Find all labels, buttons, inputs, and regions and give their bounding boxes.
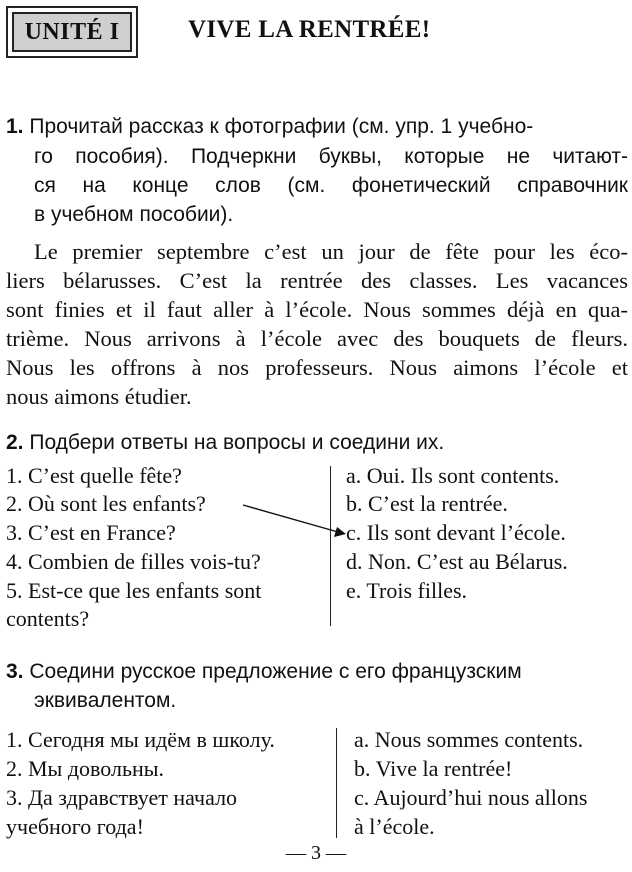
- exercise2-answer-a: a. Oui. Ils sont contents.: [346, 463, 560, 488]
- exercise1-text-line-2: liers bélarusses. C’est la rentrée des classes. Les vacances: [6, 268, 628, 293]
- exercise2-question-3: 3. C’est en France?: [6, 520, 176, 545]
- exercise1-text-line-4: trième. Nous arrivons à l’école avec des bouquets de fleurs.: [6, 326, 628, 351]
- exercise3-instruction-text-1: Соедини русское предложение с его французским: [29, 660, 522, 683]
- exercise2-question-1: 1. C’est quelle fête?: [6, 463, 182, 488]
- exercise1-text-line-5: Nous les offrons à nos professeurs. Nous aimons l’école et: [6, 355, 628, 380]
- exercise3-instruction-line-1: [6, 657, 628, 687]
- exercise3-left-item-3-continued: учебного года!: [6, 814, 144, 839]
- exercise1-text-line-3: sont finies et il faut aller à l’école. Nous sommes déjà en qua-: [6, 297, 628, 322]
- lesson-title: VIVE LA RENTRÉE!: [188, 16, 431, 43]
- exercise3-column-divider: [336, 728, 337, 838]
- exercise1-instruction-text-1: Прочитай рассказ к фотографии (см. упр. 1 учебно-: [29, 115, 534, 138]
- exercise2-instruction-text: Подбери ответы на вопросы и соедини их.: [29, 431, 445, 454]
- exercise1-text-line-1: Le premier septembre c’est un jour de fête pour les éco-: [34, 239, 628, 264]
- exercise2-question-2: 2. Où sont les enfants?: [6, 491, 206, 516]
- exercise1-number: 1.: [6, 115, 24, 138]
- exercise3-right-item-c: c. Aujourd’hui nous allons: [354, 785, 588, 810]
- exercise2-answer-d: d. Non. C’est au Bélarus.: [346, 549, 568, 574]
- exercise1-instruction-line-3: ся на конце слов (см. фонетический справочник: [34, 174, 628, 197]
- exercise3-right-item-a: a. Nous sommes contents.: [354, 727, 584, 752]
- exercise3-instruction-line-2: эквивалентом.: [34, 689, 177, 712]
- exercise3-number: 3.: [6, 660, 24, 683]
- exercise2-number: 2.: [6, 431, 24, 454]
- exercise2-answer-c: c. Ils sont devant l’école.: [346, 520, 566, 545]
- exercise1-instruction-line-4: в учебном пособии).: [34, 203, 234, 226]
- exercise1-text-line-6: nous aimons étudier.: [6, 384, 192, 409]
- exercise2-question-4: 4. Combien de filles vois-tu?: [6, 549, 261, 574]
- exercise2-question-5-continued: contents?: [6, 606, 90, 631]
- exercise3-left-item-2: 2. Мы довольны.: [6, 756, 165, 781]
- exercise3-right-item-c-continued: à l’école.: [354, 814, 435, 839]
- exercise3-right-item-b: b. Vive la rentrée!: [354, 756, 513, 781]
- unit-label: UNITÉ I: [24, 18, 120, 45]
- exercise3-left-item-3: 3. Да здравствует начало: [6, 785, 238, 810]
- page-number: — 3 —: [286, 842, 346, 864]
- exercise1-instruction-line-2: го пособия). Подчеркни буквы, которые не читают-: [34, 145, 628, 168]
- exercise2-answer-e: e. Trois filles.: [346, 578, 468, 603]
- exercise2-question-5: 5. Est-ce que les enfants sont: [6, 578, 262, 603]
- exercise2-answer-b: b. C’est la rentrée.: [346, 491, 508, 516]
- exercise3-left-item-1: 1. Сегодня мы идём в школу.: [6, 727, 275, 752]
